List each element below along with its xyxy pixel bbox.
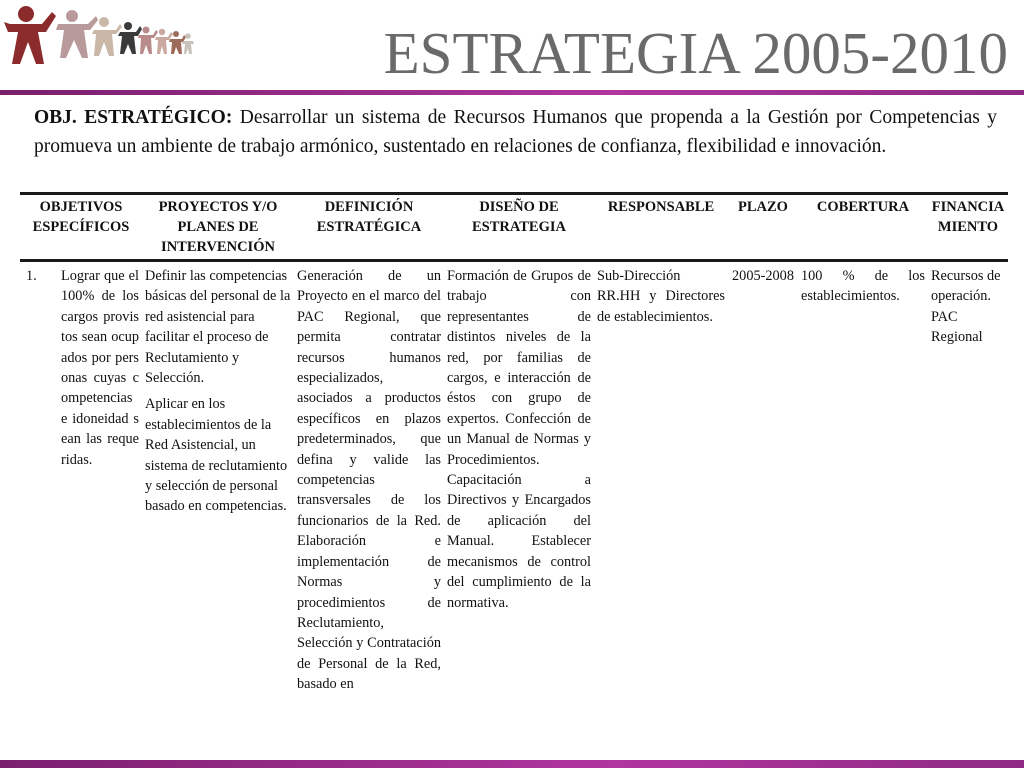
cell-definition: Generación de un Proyecto en el marco del PAC Regional, que permita contratar recursos humanos especializados, asociados a productos específicos en plazos predeterminados, que defina y valide las competencias transversales de los funcionarios de la Red. Elaboración e implementación de Normas y procedimientos de Reclutamiento, Selección y Contratación de Personal de la Red, basado en bbox=[297, 268, 441, 693]
header-diseno: DISEÑO DE ESTRATEGIA bbox=[444, 194, 594, 261]
header-objetivos: OBJETIVOS ESPECÍFICOS bbox=[20, 194, 142, 261]
row-number: 1. bbox=[26, 268, 37, 284]
objective-label: OBJ. ESTRATÉGICO: bbox=[34, 107, 233, 128]
header-financiamiento: FINANCIAMIENTO bbox=[928, 194, 1008, 261]
cell-objective: Lograr que el 100% de los cargos provistos sean ocupados por personas cuyas competencias e idoneidad sean las requeridas. bbox=[61, 268, 139, 468]
financing-line-1: Recursos de operación. bbox=[931, 268, 1001, 305]
table-row bbox=[20, 261, 1008, 695]
cell-responsible: Sub-Dirección RR.HH y Directores de establecimientos. bbox=[597, 268, 725, 325]
page-title: ESTRATEGIA 2005-2010 bbox=[383, 20, 1008, 86]
cell-financing bbox=[928, 261, 1008, 695]
cell-term: 2005-2008 bbox=[732, 268, 794, 284]
cell-design: Formación de Grupos de trabajo con representantes de distintos niveles de la red, por familias de cargos, e interacción de éstos con grupo de expertos. Confección de un Manual de Normas y Procedimientos. Capacitación a Directivos y Encargados de aplicación del Manual. Establecer mecanismos de control del cumplimiento de la normativa. bbox=[447, 268, 591, 611]
header-definicion: DEFINICIÓN ESTRATÉGICA bbox=[294, 194, 444, 261]
objective-text: Desarrollar un sistema de Recursos Humanos que propenda a la Gestión por Competencias y promueva un ambiente de trabajo armónico, sustentado en relaciones de confianza, flexibilidad e innovación. bbox=[34, 107, 998, 157]
financing-line-2: PAC Regional bbox=[931, 308, 983, 346]
header-proyectos: PROYECTOS Y/O PLANES DE INTERVENCIÓN bbox=[142, 194, 294, 261]
table-header-row bbox=[20, 194, 1008, 261]
footer-divider bbox=[0, 760, 1024, 768]
project-paragraph-2: Aplicar en los establecimientos de la Red Asistencial, un sistema de reclutamiento y selección de personal basado en competencias. bbox=[145, 396, 288, 515]
header-divider bbox=[0, 90, 1024, 95]
header-plazo: PLAZO bbox=[728, 194, 798, 261]
header-cobertura: COBERTURA bbox=[798, 194, 928, 261]
strategy-table bbox=[20, 192, 1008, 695]
people-chain-logo-icon bbox=[4, 2, 194, 76]
cell-project bbox=[142, 261, 294, 695]
strategic-objective bbox=[34, 103, 997, 161]
project-paragraph-1: Definir las competencias básicas del personal de la red asistencial para facilitar el proceso de Reclutamiento y Selección. bbox=[145, 268, 291, 387]
cell-coverage: 100 % de los establecimientos. bbox=[801, 268, 925, 305]
header-responsable: RESPONSABLE bbox=[594, 194, 728, 261]
